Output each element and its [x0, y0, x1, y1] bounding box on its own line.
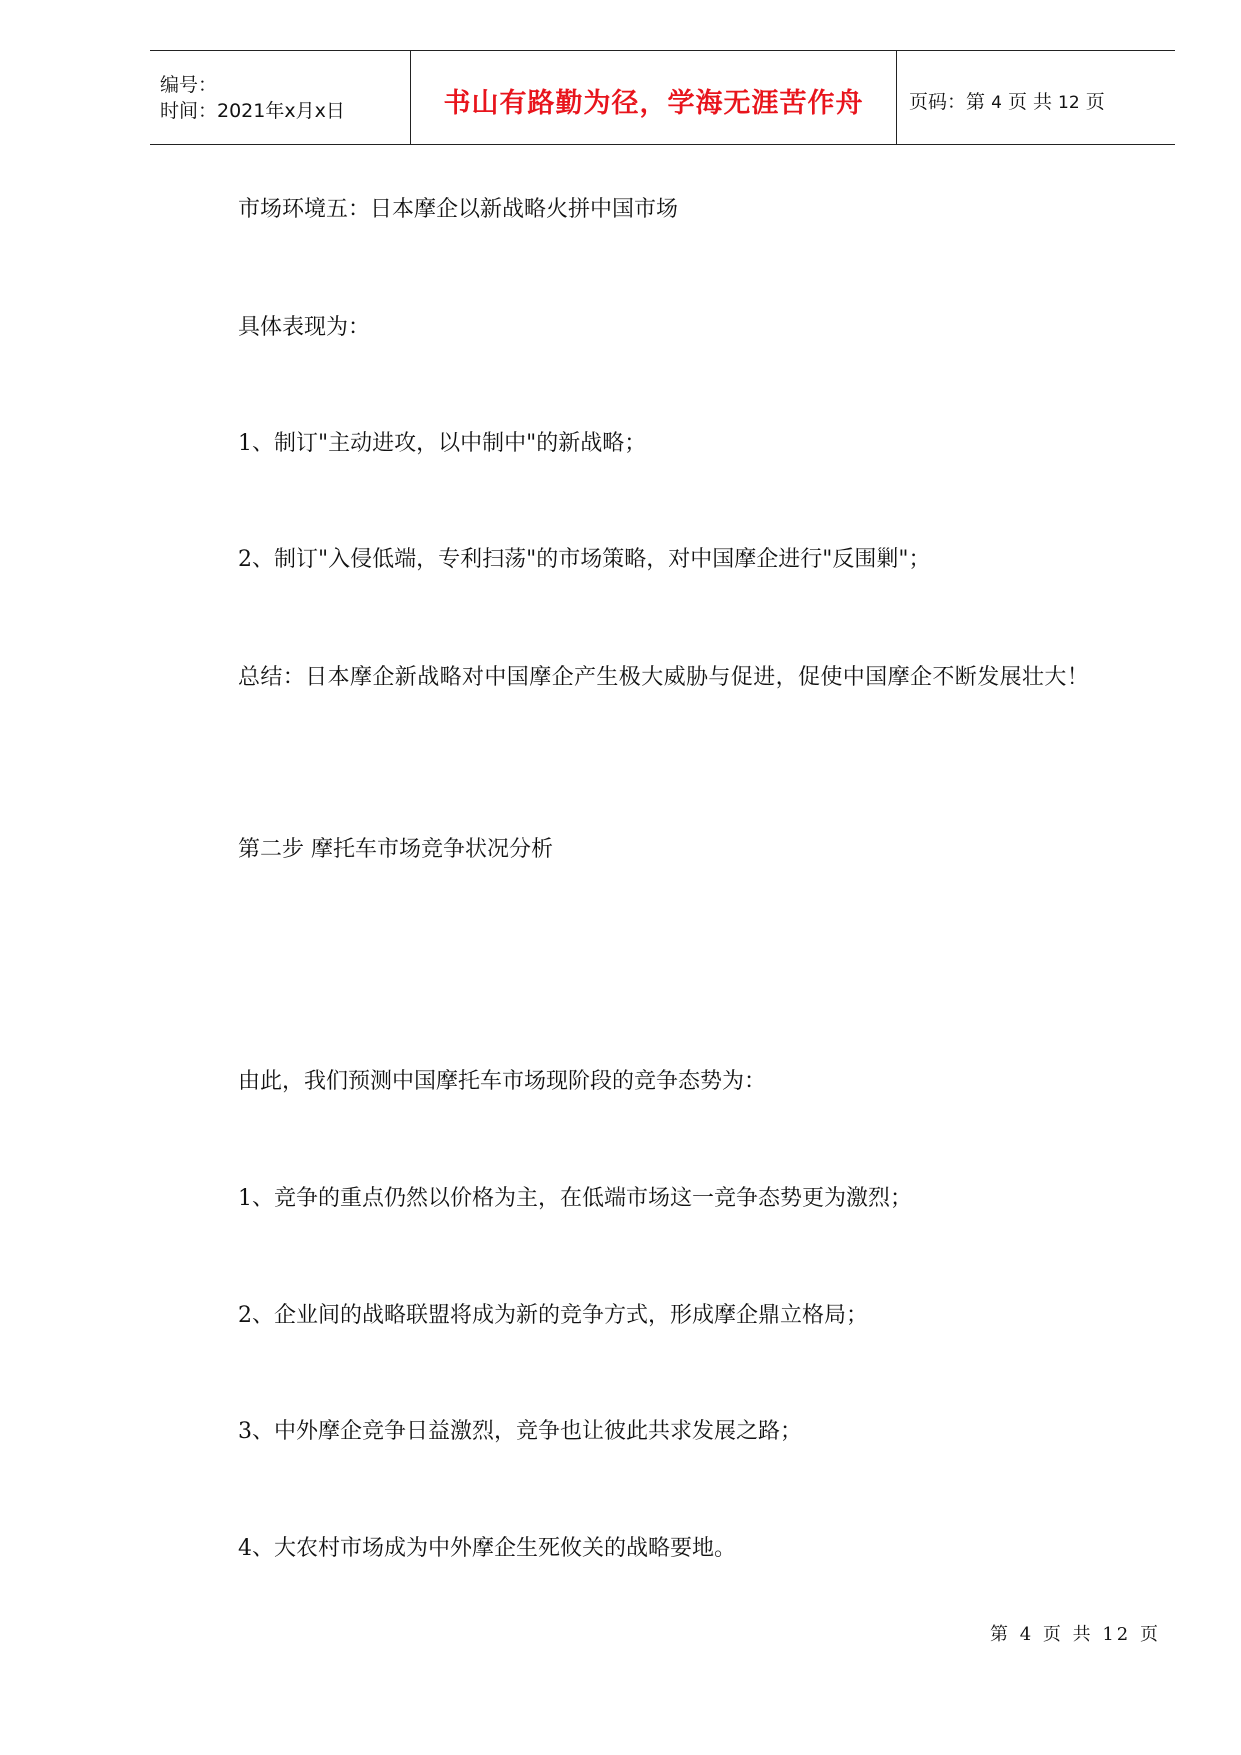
list-item: 3、中外摩企竞争日益激烈，竞争也让彼此共求发展之路；: [238, 1419, 802, 1444]
paragraph-specific: 具体表现为：: [238, 315, 371, 340]
section-heading: 第二步 摩托车市场竞争状况分析: [238, 837, 553, 862]
page-code-suffix: 页: [1085, 91, 1105, 113]
page-header: [150, 50, 1175, 145]
paragraph-market-environment: 市场环境五：日本摩企以新战略火拼中国市场: [238, 197, 679, 222]
header-motto: [410, 51, 897, 144]
motto-text: 书山有路勤为径，学海无涯苦作舟: [443, 88, 864, 119]
document-time: 时间：2021年x月x日: [160, 99, 345, 122]
list-item: 2、企业间的战略联盟将成为新的竞争方式，形成摩企鼎立格局；: [238, 1303, 868, 1328]
page-code-current: 4: [991, 93, 1002, 113]
paragraph-summary: 总结：日本摩企新战略对中国摩企产生极大威胁与促进，促使中国摩企不断发展壮大！: [238, 665, 1090, 690]
header-meta: [150, 51, 410, 144]
page-code-total: 12: [1058, 93, 1080, 113]
list-item: 4、大农村市场成为中外摩企生死攸关的战略要地。: [238, 1536, 736, 1561]
header-page-code: [897, 51, 1175, 144]
page-code-mid: 页 共: [1007, 91, 1052, 113]
page-footer: 第 4 页 共 12 页: [990, 1624, 1161, 1645]
list-item: 2、制订"入侵低端，专利扫荡"的市场策略，对中国摩企进行"反围剿"；: [238, 547, 931, 572]
page-code-prefix: 页码：第: [909, 91, 986, 113]
document-number-label: 编号：: [160, 73, 218, 96]
list-item: 1、制订"主动进攻，以中制中"的新战略；: [238, 431, 647, 456]
page-code: [909, 87, 1175, 114]
paragraph-forecast: 由此，我们预测中国摩托车市场现阶段的竞争态势为：: [238, 1069, 767, 1094]
list-item: 1、竞争的重点仍然以价格为主，在低端市场这一竞争态势更为激烈；: [238, 1186, 912, 1211]
